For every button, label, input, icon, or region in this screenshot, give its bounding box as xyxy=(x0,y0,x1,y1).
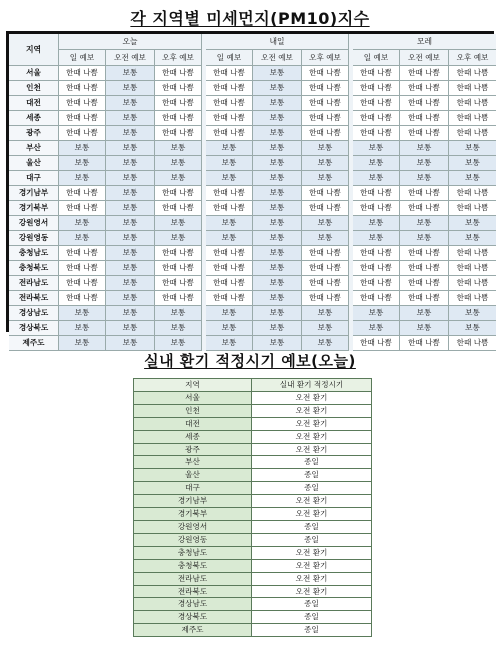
forecast-cell: 한때 나쁨 xyxy=(449,66,496,81)
forecast-cell: 보통 xyxy=(400,231,449,246)
forecast-cell: 보통 xyxy=(253,201,302,216)
forecast-cell: 한때 나쁨 xyxy=(400,291,449,306)
forecast-cell: 보통 xyxy=(253,111,302,126)
region-cell: 서울 xyxy=(9,66,59,81)
ventilation-region-cell: 전라북도 xyxy=(134,585,252,598)
forecast-cell: 보통 xyxy=(253,96,302,111)
forecast-cell: 보통 xyxy=(155,171,202,186)
ventilation-timing-cell: 오전 환기 xyxy=(252,508,372,521)
forecast-cell: 보통 xyxy=(59,216,106,231)
pm10-forecast-table xyxy=(6,31,494,347)
forecast-cell: 보통 xyxy=(106,291,155,306)
forecast-cell: 보통 xyxy=(106,246,155,261)
table-row xyxy=(9,216,496,231)
period-header: 일 예보 xyxy=(353,50,400,66)
ventilation-region-cell: 세종 xyxy=(134,430,252,443)
forecast-cell: 보통 xyxy=(353,216,400,231)
forecast-cell: 보통 xyxy=(449,306,496,321)
forecast-cell: 보통 xyxy=(400,321,449,336)
ventilation-region-cell: 제주도 xyxy=(134,624,252,637)
forecast-cell: 한때 나쁨 xyxy=(449,126,496,141)
ventilation-timing-cell: 종일 xyxy=(252,598,372,611)
forecast-cell: 한때 나쁨 xyxy=(353,186,400,201)
forecast-cell: 보통 xyxy=(59,231,106,246)
ventilation-table xyxy=(133,378,372,637)
forecast-cell: 한때 나쁨 xyxy=(353,276,400,291)
ventilation-region-cell: 경상북도 xyxy=(134,611,252,624)
forecast-cell: 보통 xyxy=(449,231,496,246)
forecast-cell: 보통 xyxy=(106,231,155,246)
forecast-cell: 한때 나쁨 xyxy=(302,261,349,276)
day-header: 오늘 xyxy=(59,34,202,50)
forecast-cell: 보통 xyxy=(106,261,155,276)
forecast-cell: 한때 나쁨 xyxy=(206,276,253,291)
forecast-cell: 한때 나쁨 xyxy=(59,66,106,81)
forecast-cell: 한때 나쁨 xyxy=(155,246,202,261)
forecast-cell: 한때 나쁨 xyxy=(353,336,400,351)
forecast-cell: 한때 나쁨 xyxy=(155,276,202,291)
forecast-cell: 한때 나쁨 xyxy=(59,246,106,261)
forecast-cell: 보통 xyxy=(449,171,496,186)
forecast-cell: 보통 xyxy=(59,336,106,351)
ventilation-region-cell: 대구 xyxy=(134,482,252,495)
ventilation-timing-cell: 오전 환기 xyxy=(252,430,372,443)
forecast-cell: 보통 xyxy=(253,261,302,276)
forecast-cell: 보통 xyxy=(302,336,349,351)
forecast-cell: 보통 xyxy=(59,156,106,171)
forecast-cell: 보통 xyxy=(400,306,449,321)
forecast-cell: 보통 xyxy=(253,336,302,351)
forecast-cell: 한때 나쁨 xyxy=(449,111,496,126)
ventilation-region-cell: 서울 xyxy=(134,391,252,404)
table-row xyxy=(9,96,496,111)
forecast-cell: 한때 나쁨 xyxy=(449,336,496,351)
region-cell: 인천 xyxy=(9,81,59,96)
forecast-cell: 보통 xyxy=(155,306,202,321)
ventilation-region-cell: 충청남도 xyxy=(134,546,252,559)
period-header: 일 예보 xyxy=(206,50,253,66)
forecast-cell: 보통 xyxy=(206,336,253,351)
forecast-cell: 한때 나쁨 xyxy=(400,276,449,291)
ventilation-region-cell: 경상남도 xyxy=(134,598,252,611)
forecast-cell: 보통 xyxy=(400,216,449,231)
ventilation-timing-cell: 오전 환기 xyxy=(252,404,372,417)
table-row xyxy=(9,171,496,186)
forecast-cell: 보통 xyxy=(155,141,202,156)
forecast-cell: 한때 나쁨 xyxy=(400,81,449,96)
forecast-cell: 한때 나쁨 xyxy=(155,126,202,141)
ventilation-region-cell: 충청북도 xyxy=(134,559,252,572)
forecast-cell: 보통 xyxy=(449,321,496,336)
forecast-cell: 보통 xyxy=(155,231,202,246)
forecast-cell: 보통 xyxy=(106,276,155,291)
forecast-cell: 보통 xyxy=(106,186,155,201)
forecast-cell: 보통 xyxy=(206,141,253,156)
ventilation-timing-cell: 종일 xyxy=(252,624,372,637)
ventilation-timing-cell: 오전 환기 xyxy=(252,559,372,572)
forecast-cell: 한때 나쁨 xyxy=(155,291,202,306)
forecast-cell: 보통 xyxy=(106,216,155,231)
table-row xyxy=(134,508,372,521)
table-row xyxy=(9,231,496,246)
forecast-cell: 한때 나쁨 xyxy=(155,201,202,216)
forecast-cell: 보통 xyxy=(353,156,400,171)
table-row xyxy=(134,585,372,598)
region-cell: 전라남도 xyxy=(9,276,59,291)
forecast-cell: 보통 xyxy=(353,306,400,321)
day-header: 모레 xyxy=(353,34,496,50)
forecast-cell: 보통 xyxy=(106,336,155,351)
forecast-cell: 한때 나쁨 xyxy=(59,186,106,201)
table-row xyxy=(134,624,372,637)
forecast-cell: 보통 xyxy=(206,306,253,321)
forecast-cell: 보통 xyxy=(106,321,155,336)
forecast-cell: 한때 나쁨 xyxy=(449,81,496,96)
forecast-cell: 보통 xyxy=(302,171,349,186)
ventilation-timing-cell: 오전 환기 xyxy=(252,585,372,598)
region-cell: 전라북도 xyxy=(9,291,59,306)
period-header: 오후 예보 xyxy=(155,50,202,66)
ventilation-region-header: 지역 xyxy=(134,379,252,392)
forecast-cell: 한때 나쁨 xyxy=(400,126,449,141)
region-cell: 경상남도 xyxy=(9,306,59,321)
forecast-cell: 한때 나쁨 xyxy=(206,246,253,261)
table-row xyxy=(134,443,372,456)
forecast-cell: 보통 xyxy=(106,96,155,111)
forecast-cell: 보통 xyxy=(302,156,349,171)
table-row xyxy=(9,66,496,81)
table-row xyxy=(9,261,496,276)
forecast-cell: 한때 나쁨 xyxy=(449,276,496,291)
table-row xyxy=(9,201,496,216)
ventilation-region-cell: 경기북부 xyxy=(134,508,252,521)
forecast-cell: 보통 xyxy=(400,171,449,186)
forecast-cell: 한때 나쁨 xyxy=(206,261,253,276)
forecast-cell: 한때 나쁨 xyxy=(353,81,400,96)
forecast-cell: 한때 나쁨 xyxy=(449,96,496,111)
forecast-cell: 한때 나쁨 xyxy=(302,126,349,141)
day-header: 내일 xyxy=(206,34,349,50)
table-row xyxy=(134,404,372,417)
forecast-cell: 한때 나쁨 xyxy=(449,291,496,306)
ventilation-region-cell: 부산 xyxy=(134,456,252,469)
forecast-cell: 보통 xyxy=(106,126,155,141)
forecast-cell: 한때 나쁨 xyxy=(155,111,202,126)
forecast-cell: 보통 xyxy=(400,141,449,156)
forecast-cell: 한때 나쁨 xyxy=(449,201,496,216)
forecast-cell: 보통 xyxy=(155,156,202,171)
period-header: 일 예보 xyxy=(59,50,106,66)
forecast-cell: 보통 xyxy=(302,306,349,321)
table-row xyxy=(134,430,372,443)
forecast-cell: 한때 나쁨 xyxy=(59,276,106,291)
forecast-cell: 보통 xyxy=(253,321,302,336)
forecast-cell: 한때 나쁨 xyxy=(155,261,202,276)
forecast-cell: 한때 나쁨 xyxy=(449,261,496,276)
ventilation-region-cell: 인천 xyxy=(134,404,252,417)
ventilation-region-cell: 강원영동 xyxy=(134,533,252,546)
table-row xyxy=(9,291,496,306)
region-cell: 강원영동 xyxy=(9,231,59,246)
region-cell: 경기북부 xyxy=(9,201,59,216)
table-row xyxy=(134,598,372,611)
forecast-cell: 한때 나쁨 xyxy=(449,186,496,201)
forecast-cell: 보통 xyxy=(302,321,349,336)
forecast-cell: 한때 나쁨 xyxy=(59,111,106,126)
region-cell: 부산 xyxy=(9,141,59,156)
table-row xyxy=(9,186,496,201)
forecast-cell: 보통 xyxy=(353,321,400,336)
region-cell: 제주도 xyxy=(9,336,59,351)
forecast-cell: 한때 나쁨 xyxy=(302,186,349,201)
forecast-cell: 보통 xyxy=(106,171,155,186)
forecast-cell: 한때 나쁨 xyxy=(155,96,202,111)
forecast-cell: 한때 나쁨 xyxy=(155,66,202,81)
forecast-cell: 보통 xyxy=(353,231,400,246)
forecast-cell: 한때 나쁨 xyxy=(59,201,106,216)
forecast-cell: 보통 xyxy=(302,231,349,246)
forecast-cell: 보통 xyxy=(253,186,302,201)
forecast-cell: 한때 나쁨 xyxy=(353,261,400,276)
forecast-cell: 보통 xyxy=(253,276,302,291)
ventilation-timing-cell: 오전 환기 xyxy=(252,443,372,456)
forecast-cell: 보통 xyxy=(449,141,496,156)
table-row xyxy=(9,306,496,321)
forecast-cell: 한때 나쁨 xyxy=(155,81,202,96)
forecast-cell: 보통 xyxy=(106,81,155,96)
forecast-cell: 한때 나쁨 xyxy=(302,291,349,306)
region-cell: 광주 xyxy=(9,126,59,141)
forecast-cell: 보통 xyxy=(206,216,253,231)
table-row xyxy=(134,533,372,546)
forecast-cell: 한때 나쁨 xyxy=(302,81,349,96)
forecast-cell: 보통 xyxy=(302,216,349,231)
forecast-cell: 보통 xyxy=(59,141,106,156)
forecast-cell: 보통 xyxy=(253,246,302,261)
forecast-cell: 보통 xyxy=(253,141,302,156)
table-row xyxy=(134,391,372,404)
region-cell: 대구 xyxy=(9,171,59,186)
forecast-cell: 한때 나쁨 xyxy=(206,201,253,216)
forecast-cell: 보통 xyxy=(206,156,253,171)
forecast-cell: 한때 나쁨 xyxy=(59,96,106,111)
forecast-cell: 한때 나쁨 xyxy=(302,66,349,81)
table-row xyxy=(9,276,496,291)
period-header: 오전 예보 xyxy=(400,50,449,66)
forecast-cell: 한때 나쁨 xyxy=(206,81,253,96)
forecast-cell: 한때 나쁨 xyxy=(400,96,449,111)
region-cell: 대전 xyxy=(9,96,59,111)
forecast-cell: 한때 나쁨 xyxy=(353,126,400,141)
table-row xyxy=(134,417,372,430)
ventilation-timing-cell: 오전 환기 xyxy=(252,572,372,585)
forecast-cell: 한때 나쁨 xyxy=(206,186,253,201)
forecast-cell: 한때 나쁨 xyxy=(353,201,400,216)
pm10-table-grid xyxy=(9,34,496,351)
table-row xyxy=(134,520,372,533)
region-cell: 강원영서 xyxy=(9,216,59,231)
ventilation-region-cell: 대전 xyxy=(134,417,252,430)
table-row xyxy=(134,559,372,572)
ventilation-region-cell: 전라남도 xyxy=(134,572,252,585)
table-row xyxy=(9,156,496,171)
forecast-cell: 한때 나쁨 xyxy=(400,201,449,216)
table-row xyxy=(134,546,372,559)
forecast-cell: 한때 나쁨 xyxy=(206,111,253,126)
forecast-cell: 보통 xyxy=(155,216,202,231)
ventilation-timing-cell: 종일 xyxy=(252,456,372,469)
forecast-cell: 한때 나쁨 xyxy=(353,111,400,126)
ventilation-region-cell: 경기남부 xyxy=(134,495,252,508)
forecast-cell: 한때 나쁨 xyxy=(302,246,349,261)
table-row xyxy=(134,572,372,585)
region-cell: 세종 xyxy=(9,111,59,126)
forecast-cell: 한때 나쁨 xyxy=(400,66,449,81)
forecast-cell: 한때 나쁨 xyxy=(206,291,253,306)
forecast-cell: 보통 xyxy=(106,156,155,171)
table-row xyxy=(9,126,496,141)
forecast-cell: 한때 나쁨 xyxy=(353,291,400,306)
region-cell: 울산 xyxy=(9,156,59,171)
table-row xyxy=(9,336,496,351)
forecast-cell: 보통 xyxy=(206,321,253,336)
ventilation-title: 실내 환기 적정시기 예보(오늘) xyxy=(144,352,356,370)
forecast-cell: 한때 나쁨 xyxy=(400,111,449,126)
forecast-cell: 보통 xyxy=(253,81,302,96)
forecast-cell: 한때 나쁨 xyxy=(400,246,449,261)
forecast-cell: 한때 나쁨 xyxy=(302,111,349,126)
forecast-cell: 보통 xyxy=(253,216,302,231)
forecast-cell: 보통 xyxy=(59,306,106,321)
ventilation-timing-cell: 종일 xyxy=(252,533,372,546)
ventilation-timing-header: 실내 환기 적정시기 xyxy=(252,379,372,392)
period-header: 오후 예보 xyxy=(449,50,496,66)
forecast-cell: 보통 xyxy=(106,66,155,81)
forecast-cell: 한때 나쁨 xyxy=(206,96,253,111)
period-header: 오전 예보 xyxy=(106,50,155,66)
forecast-cell: 보통 xyxy=(59,171,106,186)
table-row xyxy=(134,611,372,624)
period-header: 오후 예보 xyxy=(302,50,349,66)
forecast-cell: 보통 xyxy=(353,141,400,156)
ventilation-timing-cell: 종일 xyxy=(252,469,372,482)
region-cell: 충청남도 xyxy=(9,246,59,261)
forecast-cell: 한때 나쁨 xyxy=(206,126,253,141)
forecast-cell: 보통 xyxy=(253,171,302,186)
table-row xyxy=(9,246,496,261)
forecast-cell: 한때 나쁨 xyxy=(400,261,449,276)
period-header: 오전 예보 xyxy=(253,50,302,66)
table-row xyxy=(9,141,496,156)
forecast-cell: 한때 나쁨 xyxy=(155,186,202,201)
forecast-cell: 한때 나쁨 xyxy=(302,201,349,216)
forecast-cell: 한때 나쁨 xyxy=(206,66,253,81)
forecast-cell: 보통 xyxy=(155,336,202,351)
ventilation-region-cell: 울산 xyxy=(134,469,252,482)
forecast-cell: 보통 xyxy=(206,171,253,186)
forecast-cell: 보통 xyxy=(253,291,302,306)
forecast-cell: 한때 나쁨 xyxy=(353,246,400,261)
forecast-cell: 보통 xyxy=(59,321,106,336)
ventilation-timing-cell: 오전 환기 xyxy=(252,495,372,508)
forecast-cell: 한때 나쁨 xyxy=(353,96,400,111)
forecast-cell: 보통 xyxy=(155,321,202,336)
table-row xyxy=(134,495,372,508)
forecast-cell: 보통 xyxy=(253,306,302,321)
table-row xyxy=(134,482,372,495)
table-row xyxy=(9,81,496,96)
forecast-cell: 한때 나쁨 xyxy=(400,336,449,351)
forecast-cell: 보통 xyxy=(400,156,449,171)
forecast-cell: 보통 xyxy=(449,156,496,171)
ventilation-region-cell: 강원영서 xyxy=(134,520,252,533)
forecast-cell: 한때 나쁨 xyxy=(59,261,106,276)
forecast-cell: 한때 나쁨 xyxy=(449,246,496,261)
region-header: 지역 xyxy=(9,34,59,66)
ventilation-timing-cell: 종일 xyxy=(252,482,372,495)
forecast-cell: 보통 xyxy=(253,66,302,81)
forecast-cell: 한때 나쁨 xyxy=(59,81,106,96)
forecast-cell: 한때 나쁨 xyxy=(59,126,106,141)
forecast-cell: 보통 xyxy=(106,111,155,126)
region-cell: 경기남부 xyxy=(9,186,59,201)
forecast-cell: 보통 xyxy=(106,141,155,156)
forecast-cell: 한때 나쁨 xyxy=(400,186,449,201)
forecast-cell: 보통 xyxy=(206,231,253,246)
forecast-cell: 한때 나쁨 xyxy=(353,66,400,81)
forecast-cell: 한때 나쁨 xyxy=(59,291,106,306)
ventilation-timing-cell: 종일 xyxy=(252,611,372,624)
table-row xyxy=(9,111,496,126)
forecast-cell: 보통 xyxy=(302,141,349,156)
forecast-cell: 한때 나쁨 xyxy=(302,96,349,111)
region-cell: 충청북도 xyxy=(9,261,59,276)
forecast-cell: 보통 xyxy=(253,231,302,246)
region-cell: 경상북도 xyxy=(9,321,59,336)
ventilation-timing-cell: 오전 환기 xyxy=(252,546,372,559)
forecast-cell: 보통 xyxy=(253,126,302,141)
ventilation-timing-cell: 오전 환기 xyxy=(252,391,372,404)
forecast-cell: 보통 xyxy=(449,216,496,231)
ventilation-timing-cell: 종일 xyxy=(252,520,372,533)
forecast-cell: 보통 xyxy=(253,156,302,171)
forecast-cell: 보통 xyxy=(353,171,400,186)
forecast-cell: 한때 나쁨 xyxy=(302,276,349,291)
table-row xyxy=(134,456,372,469)
forecast-cell: 보통 xyxy=(106,306,155,321)
pm10-title: 각 지역별 미세먼지(PM10)지수 xyxy=(130,9,370,28)
table-row xyxy=(9,321,496,336)
forecast-cell: 보통 xyxy=(106,201,155,216)
ventilation-region-cell: 광주 xyxy=(134,443,252,456)
table-row xyxy=(134,469,372,482)
ventilation-timing-cell: 오전 환기 xyxy=(252,417,372,430)
